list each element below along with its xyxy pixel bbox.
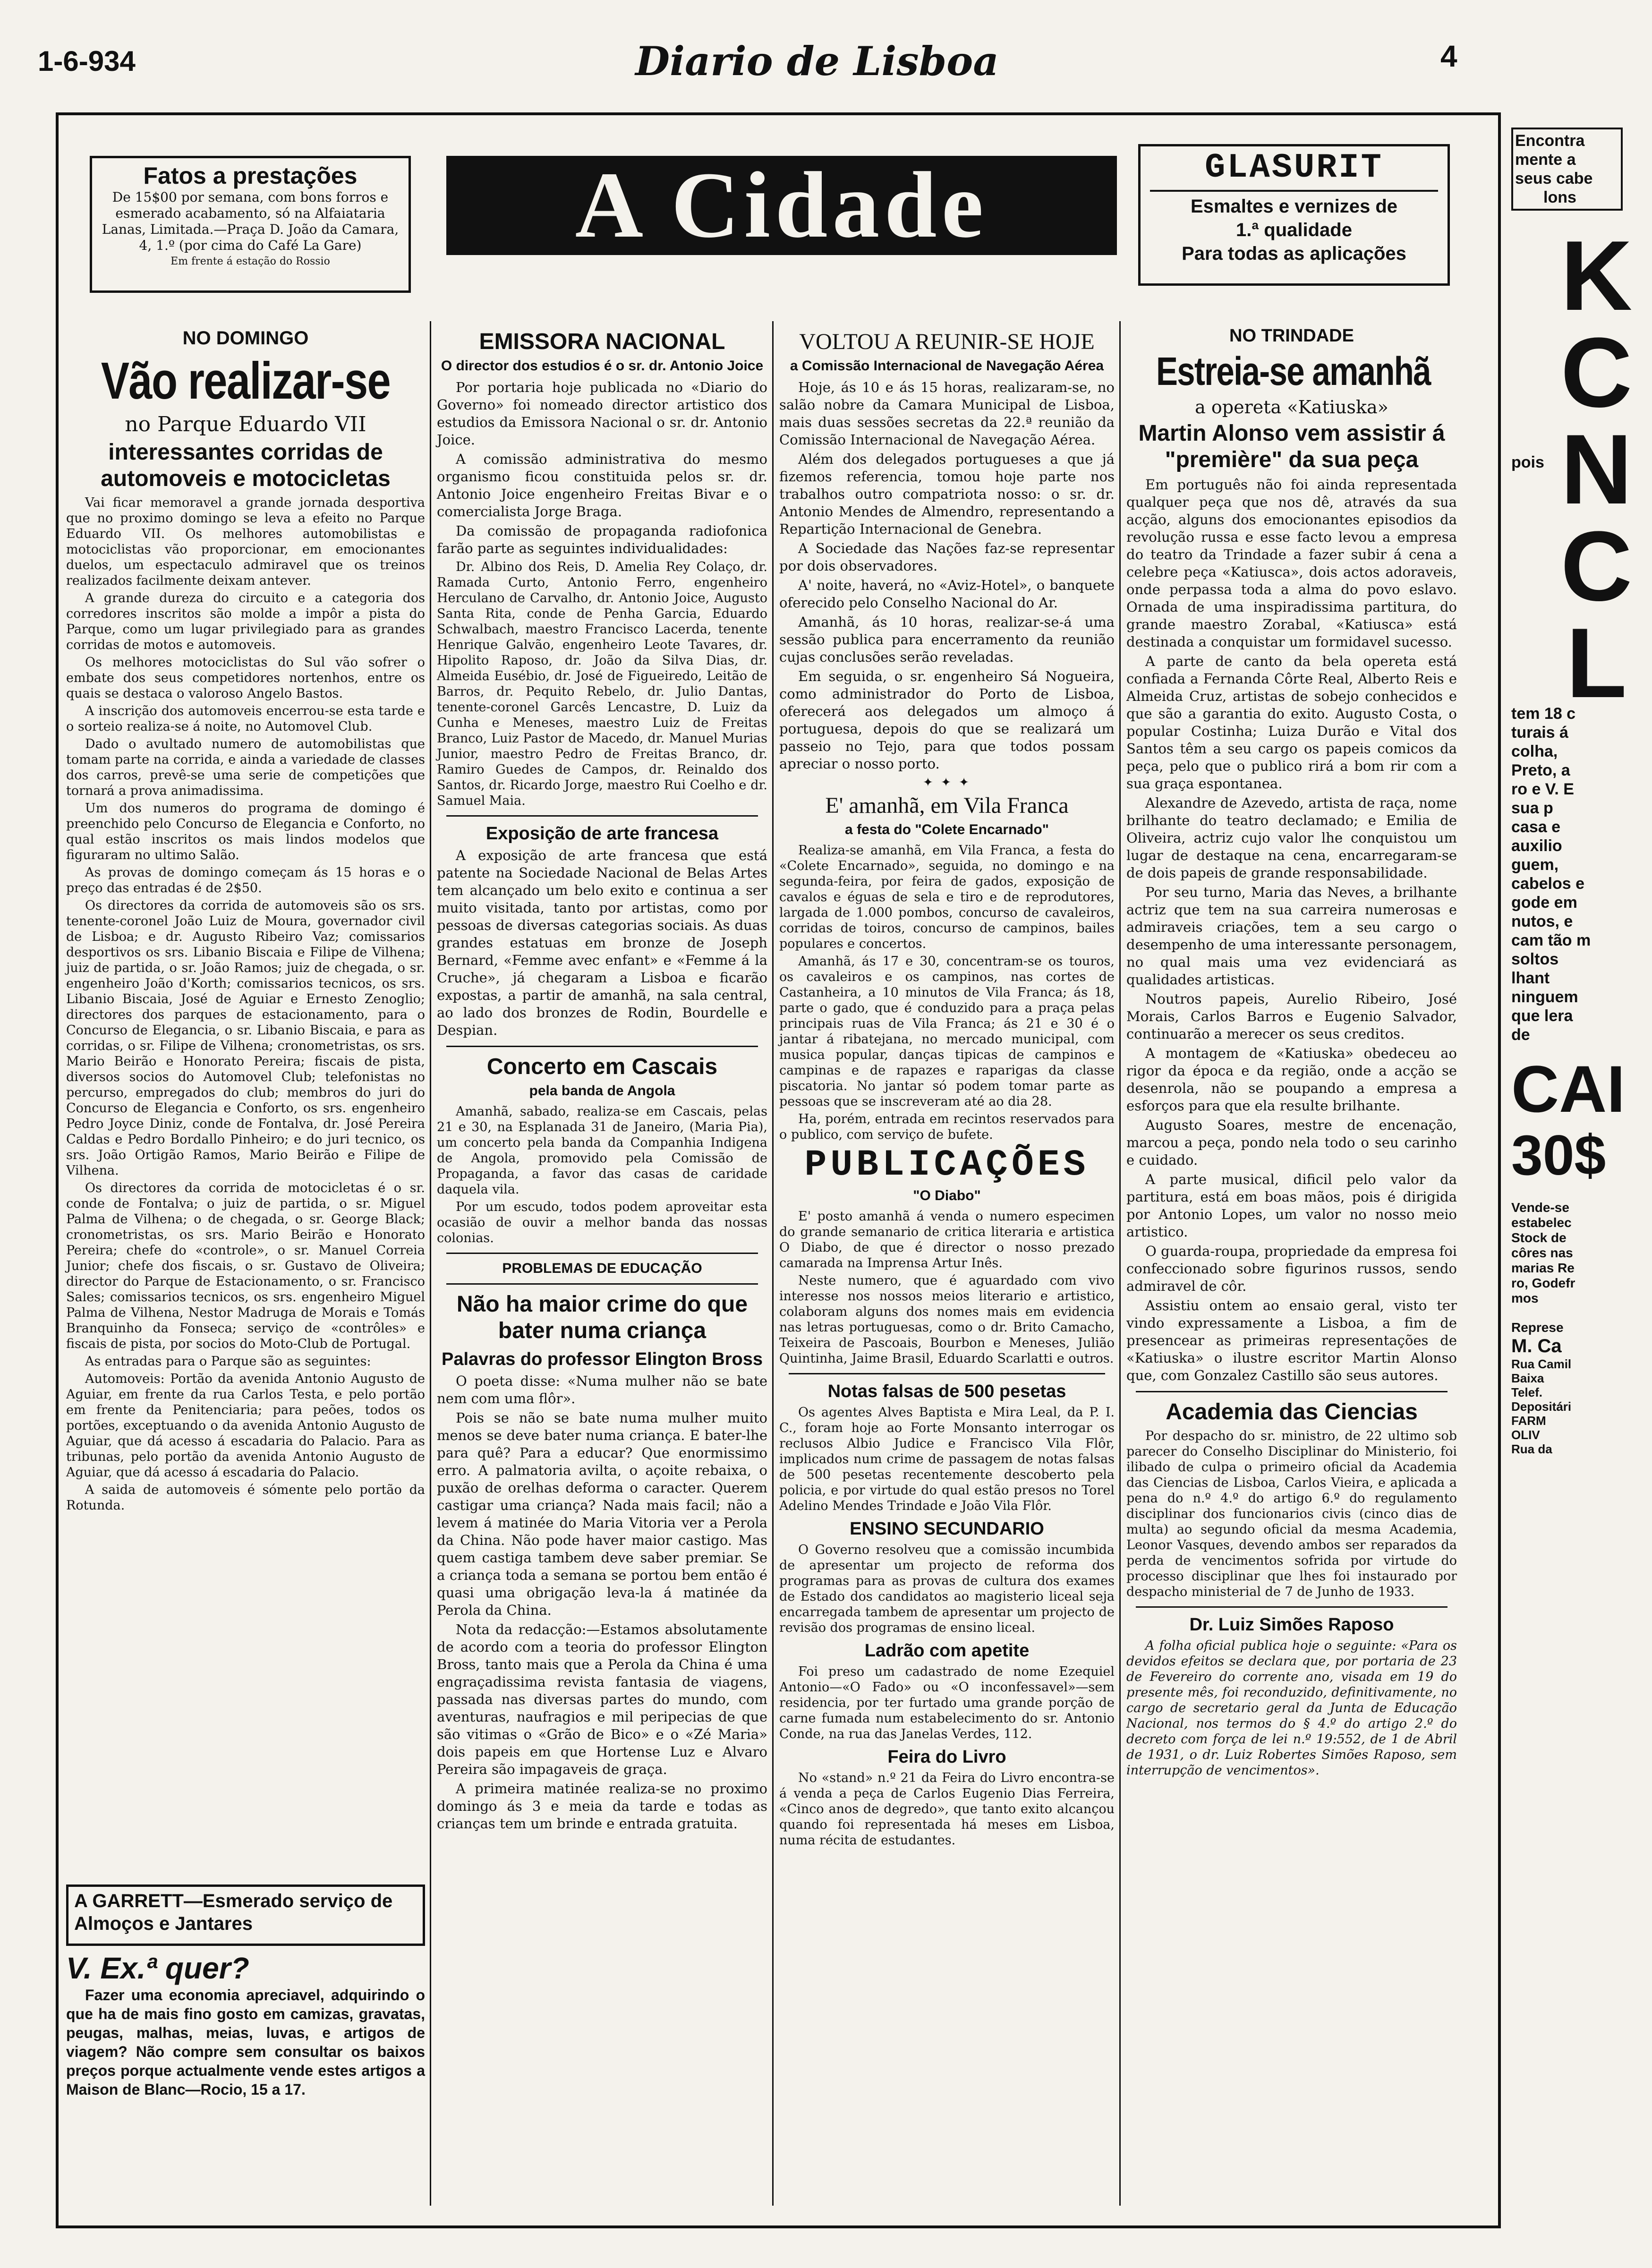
column-rule (430, 321, 431, 2206)
article-kicker: NO DOMINGO (182, 328, 309, 349)
article-deck: O director dos estudios é o sr. dr. Antonio Joice (441, 358, 764, 374)
article-paragraph: Os melhores motociclistas do Sul vão sofrer o embate dos seus competidores nortenhos, entre os quais se destaca o valoroso Angelo Bastos. (66, 655, 425, 701)
column-rule (772, 321, 774, 2206)
article-headline: VOLTOU A REUNIR-SE HOJE (799, 329, 1095, 354)
strip-line: que lera (1511, 1007, 1573, 1025)
divider (446, 815, 758, 817)
strip-line: de (1511, 1026, 1530, 1044)
article-deck: "O Diabo" (913, 1188, 981, 1203)
strip-price-title: CAI (1511, 1052, 1626, 1126)
strip-line: Vende-se (1511, 1200, 1569, 1215)
article-kicker: NO TRINDADE (1229, 326, 1354, 346)
article-kicker: PROBLEMAS DE EDUCAÇÃO (502, 1261, 702, 1276)
ad-fatos-note: Em frente á estação do Rossio (170, 256, 330, 267)
article-subtitle: a opereta «Katiuska» (1195, 397, 1388, 418)
strip-logo-block (1511, 220, 1652, 704)
article-paragraph: Amanhã, sabado, realiza-se em Cascais, pelas 21 e 30, na Esplanada 31 de Janeiro, (Maria Pia), um concerto pela banda da Companhia Indigena de Angola, promovido pela Comissão de Propaganda, a favor das casas de caridade daquela vila. (437, 1104, 767, 1197)
article-deck: interessantes corridas de automoveis e motocicletas (101, 440, 391, 491)
strip-line: colha, (1511, 742, 1558, 760)
article-paragraph: Pois se não se bate numa mulher muito menos se deve bater numa criança. E bater-lhe para quê? Para a educar? Que enormissimo erro. A palmatoria avilta, o açoite rebaixa, o puxão de orelhas deforma o caracter. Querem castigar uma criança? Nada mais facil; não a levem á matinée do Maria Vitoria ver a Perola da China. Não pode haver maior castigo. Mas quem castiga tambem deve saber premiar. Se a criança toda a semana se portou bem então é quasi uma obrigação leva-la á matinée da Perola da China. (437, 1410, 767, 1618)
divider (1136, 1606, 1448, 1608)
strip-line: Encontra (1515, 132, 1585, 150)
strip-top-box (1511, 128, 1623, 211)
article-headline: Não ha maior crime do que bater numa criança (456, 1292, 748, 1343)
article-deck: pela banda de Angola (529, 1083, 675, 1099)
article-paragraph: A Sociedade das Nações faz-se representar por dois observadores. (779, 540, 1115, 574)
article-paragraph: Por um escudo, todos podem aproveitar esta ocasião de ouvir a melhor banda das nossas colonias. (437, 1200, 767, 1245)
strip-line: Stock de (1511, 1230, 1567, 1245)
article-paragraph: Os directores da corrida de automoveis são os srs. tenente-coronel João Luiz de Moura, governador civil de Lisboa; e dr. Augusto Ribeiro Vaz; comissarios desportivos os srs. Libanio Biscaia e Filipe de Vilhena; juiz de partida, o sr. João Ramos; juiz de chegada, o sr. engenheiro João d'Korth; comissarios tecnicos, os srs. Libanio Biscaia, José de Aguiar e Ernesto Zenoglio; directores dos parques de estacionamento, para o Concurso de Elegancia, o sr. Libanio Biscaia, e para as corridas, o sr. Filipe de Vilhena; cronometristas, os srs. Mario Beirão e Honorato Pereira; fiscais de pista, diversos socios do Automovel Club; telefonistas no percurso, empregados do club; membros do juri do Concurso de Elegancia e Conforto, os srs. engenheiro Pedro Joyce Diniz, conde de Fontalva, dr. José Pereira Caldas e Pedro Bordallo Pinheiro; e do juri tecnico, os srs. João Ortigão Ramos, Mario Beirão e Filipe de Vilhena. (66, 898, 425, 1178)
article-paragraph: Augusto Soares, mestre de encenação, marcou a peça, pondo nela todo o seu carinho e cuidado. (1126, 1117, 1457, 1168)
strip-line: mos (1511, 1291, 1539, 1305)
ad-fatos-text: De 15$00 por semana, com bons forros e esmerado acabamento, só na Alfaiataria Lanas, Limitada.—Praça D. João da Camara, 4, 1.º (por cima do Café La Gare) (102, 189, 399, 253)
article-paragraph: Por seu turno, Maria das Neves, a brilhante actriz que tem na sua carreira numerosas e admiraveis criações, tem a seu cargo o desempenho de uma interessante personagem, no qual mais uma vez evidenciará as qualidades artisticas. (1126, 884, 1457, 988)
article-paragraph: A' noite, haverá, no «Aviz-Hotel», o banquete oferecido pelo Conselho Nacional do Ar. (779, 577, 1115, 611)
article-headline: Estreia-se amanhã (1156, 349, 1431, 393)
ad-glasurit-title: GLASURIT (1205, 148, 1383, 187)
article-paragraph: Por portaria hoje publicada no «Diario do Governo» foi nomeado director artistico dos estudios da Emissora Nacional o sr. dr. Antonio Joice. (437, 379, 767, 448)
article-headline: Concerto em Cascais (486, 1054, 718, 1079)
article-paragraph: Nota da redacção:—Estamos absolutamente de acordo com a teoria do professor Elington Bross, tanto mais que a Perola da China é uma engraçadissima revista fantasia de viagens, passada nas diversas partes do mundo, com aventuras, naufragios e mil peripecias de que são vitimas o «Grão de Bico» e o «Zé Maria» dois papeis em que Hortense Luz e Alvaro Pereira são impagaveis de graça. (437, 1621, 767, 1777)
ad-fatos (90, 156, 411, 293)
column-4 (1126, 326, 1457, 2191)
article-paragraph: Hoje, ás 10 e ás 15 horas, realizaram-se, no salão nobre da Camara Municipal de Lisboa, mais duas sessões secretas da 22.ª reunião da Comissão Internacional de Navegação Aérea. (779, 379, 1115, 448)
strip-line: cabelos e (1511, 875, 1584, 893)
strip-line: gode em (1511, 894, 1577, 912)
strip-line: turais á (1511, 724, 1568, 742)
strip-footer (1511, 1200, 1634, 1456)
article-paragraph: Ha, porém, entrada em recintos reservados para o publico, com serviço de bufete. (779, 1112, 1115, 1142)
article-paragraph: A comissão administrativa do mesmo organismo ficou constituida pelos sr. dr. Antonio Joice engenheiro Freitas Bivar e o comercialista Jorge Braga. (437, 451, 767, 520)
article-paragraph: Vai ficar memoravel a grande jornada desportiva que no proximo domingo se leva a efeito no Parque Eduardo VII. Os melhores automobilistas e motociclistas vão proporcionar, em emocionantes duelos, um espectaculo admiravel que os treinos realizados facilmente deixam antever. (66, 495, 425, 588)
article-paragraph: A parte musical, dificil pelo valor da partitura, está em boas mãos, pois é dirigida por Antonio Lopes, um valor no nosso meio artistico. (1126, 1171, 1457, 1240)
article-paragraph: Assistiu ontem ao ensaio geral, visto ter vindo expressamente a Lisboa, a fim de presencear as primeiras representações de «Katiuska» o ilustre escritor Martin Alonso que, com Gonzalez Castillo são seus autores. (1126, 1297, 1457, 1383)
ad-vex-text: Fazer uma economia apreciavel, adquirindo o que ha de mais fino gosto em camizas, gravatas, peugas, malhas, meias, luvas, e artigos de viagem? Não compre sem consultar os baixos preços porque actualmente vende estes artigos a Maison de Blanc—Rocio, 15 a 17. (66, 1987, 425, 2098)
strip-line: guem, (1511, 856, 1559, 874)
strip-line: seus cabe (1515, 170, 1593, 188)
article-deck: Martin Alonso vem assistir á "première" da sua peça (1138, 421, 1445, 472)
article-paragraph: E' posto amanhã á venda o numero especimen do grande semanario de critica literaria e artistica O Diabo, de que é director o nosso prezado camarada na Imprensa Artur Inês. (779, 1209, 1115, 1270)
strip-line: casa e (1511, 818, 1560, 836)
strip-line: ro e V. E (1511, 780, 1574, 798)
article-headline: ENSINO SECUNDARIO (850, 1519, 1044, 1539)
article-paragraph: A parte de canto da bela opereta está confiada a Fernanda Côrte Real, Alberto Reis e Almeida Cruz, artistas de sobejo conhecidos e que são a garantia do exito. Augusto Costa, o popular Costinha; Luiza Durão e Vital dos Santos têm a seu cargo os papeis comicos da peça, pelo que o publico rirá a bom rir com a sua graça espontanea. (1126, 653, 1457, 792)
article-headline: EMISSORA NACIONAL (479, 329, 725, 354)
article-paragraph: Em português não foi ainda representada qualquer peça que nos dê, através da sua acção, alguns dos emocionantes episodios da revolução russa e esse facto levou a empresa do teatro da Trindade a fazer subir á cena a celebre peça «Katiusca», dois actos adoraveis, onde perpassa toda a alma do povo eslavo. Ornada de uma inspiradissima partitura, do grande maestro Zorabal, «Katiusca» está destinada a conquistar um formidavel sucesso. (1126, 477, 1457, 650)
article-headline: E' amanhã, em Vila Franca (825, 793, 1069, 818)
article-paragraph: O poeta disse: «Numa mulher não se bate nem com uma flôr». (437, 1373, 767, 1407)
article-paragraph: As provas de domingo começam ás 15 horas e o preço das entradas é de 2$50. (66, 865, 425, 895)
strip-line: Rua Camil (1511, 1357, 1572, 1371)
column-2 (437, 326, 767, 2191)
article-paragraph: A inscrição dos automoveis encerrou-se esta tarde e o sorteio realiza-se á noite, no Automovel Club. (66, 704, 425, 734)
strip-line: tem 18 c (1511, 705, 1576, 723)
article-paragraph: Um dos numeros do programa de domingo é preenchido pelo Concurso de Elegancia e Conforto, no qual estão inscritos os mais lindos modelos que figuraram no ultimo Salão. (66, 801, 425, 862)
article-paragraph: A grande dureza do circuito e a categoria dos corredores inscritos são molde a impôr a pista do Parque, como um lugar privilegiado para as grandes corridas de motos e automoveis. (66, 591, 425, 652)
article-paragraph: Por despacho do sr. ministro, de 22 ultimo sob parecer do Conselho Disciplinar do Ministerio, foi ilibado de culpa o primeiro oficial da Academia das Ciencias de Lisboa, Carlos Vieira, e aplicada a pena do n.º 4.º do artigo 6.º do regulamento disciplinar dos funcionarios civis (cinco dias de multa) ao segundo oficial da mesma Academia, Leonor Vasques, devendo ambos ser reparados da perda de vencimentos sofrida por virtude do processo disciplinar que lhes foi instaurado por despacho ministerial de 7 de Junho de 1933. (1126, 1429, 1457, 1599)
article-paragraph: A montagem de «Katiuska» obedeceu ao rigor da época e da região, onde a acção se desenrola, não se poupando a empresa a esforços para que ela resulte brilhante. (1126, 1045, 1457, 1114)
issue-date: 1-6-934 (38, 45, 136, 77)
strip-price: 30$ (1511, 1124, 1606, 1187)
column-rule (1119, 321, 1121, 2206)
ad-glasurit (1138, 144, 1450, 286)
article-paragraph: Dr. Albino dos Reis, D. Amelia Rey Colaço, dr. Ramada Curto, Antonio Ferro, engenheiro Herculano de Carvalho, dr. Antonio Joice, Augusto Santa Rita, conde de Penha Garcia, Eduardo Schwalbach, maestro Francisco Lacerda, tenente Henrique Galvão, engenheiro Leote Tavares, dr. Hipolito Raposo, dr. João da Silva Dias, dr. Almeida Eusébio, dr. José de Figueiredo, Leitão de Barros, dr. Pequito Rebelo, dr. Julio Dantas, tenente-coronel Garcês Lencastre, D. Luiz da Cunha e Meneses, maestro Luiz de Freitas Branco, Luiz Pastor de Macedo, dr. Manuel Murias Junior, maestro Pedro de Freitas Branco, dr. Ramiro Guedes de Campos, dr. Reinaldo dos Santos, dr. Ricardo Jorge, maestro Rui Coelho e dr. Samuel Maia. (437, 560, 767, 808)
strip-line: lons (1543, 188, 1576, 206)
strip-line: côres nas (1511, 1245, 1573, 1260)
article-paragraph: Automoveis: Portão da avenida Antonio Augusto de Aguiar, em frente da rua Carlos Testa, e pelo portão em frente da Penitenciaria; para peões, todos os portões, exceptuando o da avenida Antonio Augusto de Aguiar, que dá acesso á escadaria do Palacio. Para as tribunas, pelo portão da avenida Antonio Augusto de Aguiar, que dá acesso á escadaria do Palacio. (66, 1372, 425, 1480)
article-headline: Vão realizar-se (101, 352, 391, 410)
article-headline: Feira do Livro (887, 1747, 1006, 1767)
article-paragraph: Amanhã, ás 10 horas, realizar-se-á uma sessão publica para encerramento da reunião cujas conclusões serão reveladas. (779, 614, 1115, 665)
article-paragraph: No «stand» n.º 21 da Feira do Livro encontra-se á venda a peça de Carlos Eugenio Dias Ferreira, «Cinco anos de degredo», que tanto exito alcançou quando foi representada há meses em Lisboa, numa récita de estudantes. (779, 1771, 1115, 1848)
strip-line: OLIV (1511, 1428, 1540, 1442)
article-paragraph: Em seguida, o sr. engenheiro Sá Nogueira, como administrador do Porto de Lisboa, oferecerá aos delegados um almoço á portuguesa, depois do que se realizará um passeio no Tejo, para que todos possam apreciar o nosso porto. (779, 668, 1115, 772)
strip-line: mente a (1515, 151, 1576, 169)
article-paragraph: Além dos delegados portugueses a que já fizemos referencia, tomou hoje parte nos trabalhos outro compatriota nosso: o sr. dr. Antonio Mendes de Almendro, representando a Repartição Internacional de Genebra. (779, 451, 1115, 537)
column-3 (779, 326, 1115, 2191)
article-paragraph: Noutros papeis, Aurelio Ribeiro, José Morais, Carlos Barros e Eugenio Salvador, continuarão a merecer os seus creditos. (1126, 991, 1457, 1042)
strip-line: marias Re (1511, 1261, 1575, 1275)
strip-line: auxilio (1511, 837, 1562, 855)
article-paragraph: A folha oficial publica hoje o seguinte: «Para os devidos efeitos se declara que, por portaria de 23 de Fevereiro do corrente ano, visada em 19 do presente mês, foi reconduzido, definitivamente, no cargo de secretario geral da Junta de Educação Nacional, nos termos do § 4.º do artigo 2.º do decreto com força de lei n.º 19:552, de 1 de Abril de 1931, o dr. Luiz Robertes Simões Raposo, sem interrupção de vencimentos». (1126, 1638, 1457, 1778)
article-headline: Academia das Ciencias (1166, 1399, 1418, 1424)
divider (446, 1283, 758, 1285)
divider (446, 1046, 758, 1047)
strip-line: FARM (1511, 1414, 1546, 1428)
article-paragraph: Neste numero, que é aguardado com vivo interesse nos nossos meios literario e artistico, colaboram alguns dos nomes mais em evidencia nas letras portuguesas, como o dr. Brito Camacho, Teixeira de Pascoais, Bourbon e Meneses, Julião Quintinha, Jaime Brasil, Eduardo Scarlatti e outros. (779, 1273, 1115, 1366)
right-edge-ad (1511, 118, 1652, 2267)
article-subtitle: no Parque Eduardo VII (125, 412, 366, 436)
a-cidade-banner: A Cidade (446, 156, 1117, 255)
strip-line: ro, Godefr (1511, 1276, 1575, 1290)
strip-line: Represe (1511, 1320, 1564, 1335)
divider (789, 1373, 1105, 1374)
article-deck: a Comissão Internacional de Navegação Aérea (790, 358, 1104, 374)
strip-line: sua p (1511, 799, 1553, 817)
article-paragraph: A saida de automoveis é sómente pelo portão da Rotunda. (66, 1483, 425, 1513)
strip-line: nutos, e (1511, 912, 1573, 930)
strip-line: lhant (1511, 969, 1550, 987)
ad-garrett (66, 1884, 425, 1946)
ad-garrett-text: A GARRETT—Esmerado serviço de Almoços e Jantares (74, 1891, 393, 1934)
article-headline: Exposição de arte francesa (485, 824, 719, 844)
ad-vex-title: V. Ex.ª quer? (66, 1951, 249, 1985)
article-headline: PUBLICAÇÕES (804, 1144, 1090, 1186)
ad-glasurit-line1: Esmaltes e vernizes de (1190, 196, 1398, 217)
article-paragraph: Foi preso um cadastrado de nome Ezequiel Antonio—«O Fado» ou «O inconfessavel»—sem residencia, por ter furtado uma grande porção de carne fumada num estabelecimento do sr. Antonio Conde, na rua das Janelas Verdes, 112. (779, 1664, 1115, 1741)
strip-line: cam tão m (1511, 931, 1591, 949)
strip-line: Telef. (1511, 1385, 1542, 1399)
strip-line: Rua da (1511, 1442, 1552, 1456)
page-number: 4 (1440, 39, 1457, 73)
article-paragraph: A primeira matinée realiza-se no proximo domingo ás 3 e meia da tarde e todas as crianças tem um brinde e entrada gratuita. (437, 1781, 767, 1832)
article-paragraph: Dado o avultado numero de automobilistas que tomam parte na corrida, e ainda a variedade de classes dos carros, prevê-se uma serie de competições que tornará a prova animadissima. (66, 737, 425, 798)
strip-line: Baixa (1511, 1371, 1544, 1385)
article-deck: a festa do "Colete Encarnado" (845, 822, 1049, 837)
ad-glasurit-line2: 1.ª qualidade (1236, 220, 1352, 240)
article-deck: Palavras do professor Elington Bross (442, 1349, 763, 1369)
article-paragraph: Alexandre de Azevedo, artista de raça, nome brilhante do teatro declamado; e Emilia de Oliveira, actriz cujo valor lhe conquistou um lugar de destaque na cena, encarregaram-se de dois papeis de grande responsabilidade. (1126, 795, 1457, 881)
article-paragraph: Os agentes Alves Baptista e Mira Leal, da P. I. C., foram hoje ao Forte Monsanto interrogar os reclusos Albio Judice e Francisco Vila Flôr, implicados num crime de passagem de notas falsas de 500 pesetas recentemente descoberto pela policia, e por virtude do qual estão presos no Torel Adelino Mendes Trindade e João Vila Flôr. (779, 1405, 1115, 1513)
strip-line: Depositári (1511, 1399, 1572, 1414)
article-headline: Notas falsas de 500 pesetas (827, 1381, 1066, 1401)
strip-body (1511, 704, 1634, 1044)
article-paragraph: A exposição de arte francesa que está patente na Sociedade Nacional de Belas Artes tem alcançado um belo exito e continua a ser muito visitada, tanto por artistas, como por pessoas de diversas categorias sociais. As duas grandes estatuas em bronze de Joseph Bernard, «Femme avec enfant» e «Femme á la Cruche», já chegaram a Lisboa e ficarão expostas, a partir de amanhã, na sala central, ao lado dos bronzes de Rodin, Bourdelle e Despian. (437, 847, 767, 1038)
ad-fatos-title: Fatos a prestações (143, 162, 358, 189)
divider (446, 1253, 758, 1254)
article-headline: Dr. Luiz Simões Raposo (1189, 1615, 1394, 1635)
strip-line: M. Ca (1511, 1336, 1562, 1356)
strip-line: estabelec (1511, 1215, 1572, 1230)
article-paragraph: As entradas para o Parque são as seguintes: (85, 1354, 371, 1369)
strip-mid-word: pois (1511, 453, 1544, 471)
ad-vex (66, 1951, 425, 2196)
article-paragraph: O guarda-roupa, propriedade da empresa foi confeccionado sobre figurinos russos, sendo admiravel de côr. (1126, 1243, 1457, 1294)
divider: ✦ ✦ ✦ (923, 776, 971, 790)
strip-line: soltos (1511, 950, 1559, 968)
article-paragraph: Da comissão de propaganda radiofonica farão parte as seguintes individualidades: (437, 523, 767, 556)
article-paragraph: O Governo resolveu que a comissão incumbida de apresentar um projecto de reforma dos programas para as provas de cultura dos exames de Estado dos candidatos ao magisterio liceal seja encarregada tambem de apresentar um projecto de revisão dos programas de ensino liceal. (779, 1543, 1115, 1635)
article-paragraph: Os directores da corrida de motocicletas é o sr. conde de Fontalva; o juiz de partida, o sr. Miguel Palma de Vilhena; o de chegada, o sr. George Black; cronometristas, os srs. Mario Beirão e Honorato Pereira; chefe do «controle», o sr. Manuel Correia Junior; chefe dos fiscais, o sr. Gustavo de Oliveira; director do Parque de Estacionamento, o sr. Francisco Sales; comissarios tecnicos, os srs. engenheiro Miguel Palma de Vilhena, Nestor Madruga de Morais e Tomás Branquinho da Fonseca; serviço de «contrôles» e fiscais de pista, por socios do Moto-Club de Portugal. (66, 1181, 425, 1351)
ad-glasurit-line3: Para todas as aplicações (1182, 243, 1406, 264)
article-paragraph: Realiza-se amanhã, em Vila Franca, a festa do «Colete Encarnado», seguida, no domingo e na segunda-feira, por feira de gados, exposição de cavalos e éguas de sela e tiro e de reprodutores, largada de 1.000 pombos, concurso de cavaleiros, corridas de toiros, concurso de campinos, bailes populares e concertos. (779, 843, 1115, 951)
strip-line: ninguem (1511, 988, 1578, 1006)
divider (1136, 1391, 1448, 1392)
strip-line: Preto, a (1511, 761, 1570, 779)
article-headline: Ladrão com apetite (864, 1641, 1030, 1661)
newspaper-title: Diario de Lisboa (635, 38, 999, 85)
strip-logo: KCNCL (1541, 220, 1652, 704)
article-paragraph: Amanhã, ás 17 e 30, concentram-se os touros, os cavaleiros e os campinos, nas cortes de Castanheira, a 10 minutos de Vila Franca; ás 18, parte o gado, que é conduzido para a praça pelas principais ruas de Vila Franca; ás 21 e 30 é o jantar á ribatejana, no mercado municipal, com musica popular, danças tipicas de campinos e campinas e de rapazes e raparigas da classe piscatoria. No jantar só podem tomar parte as pessoas que se inscreveram até ao dia 28. (779, 954, 1115, 1109)
